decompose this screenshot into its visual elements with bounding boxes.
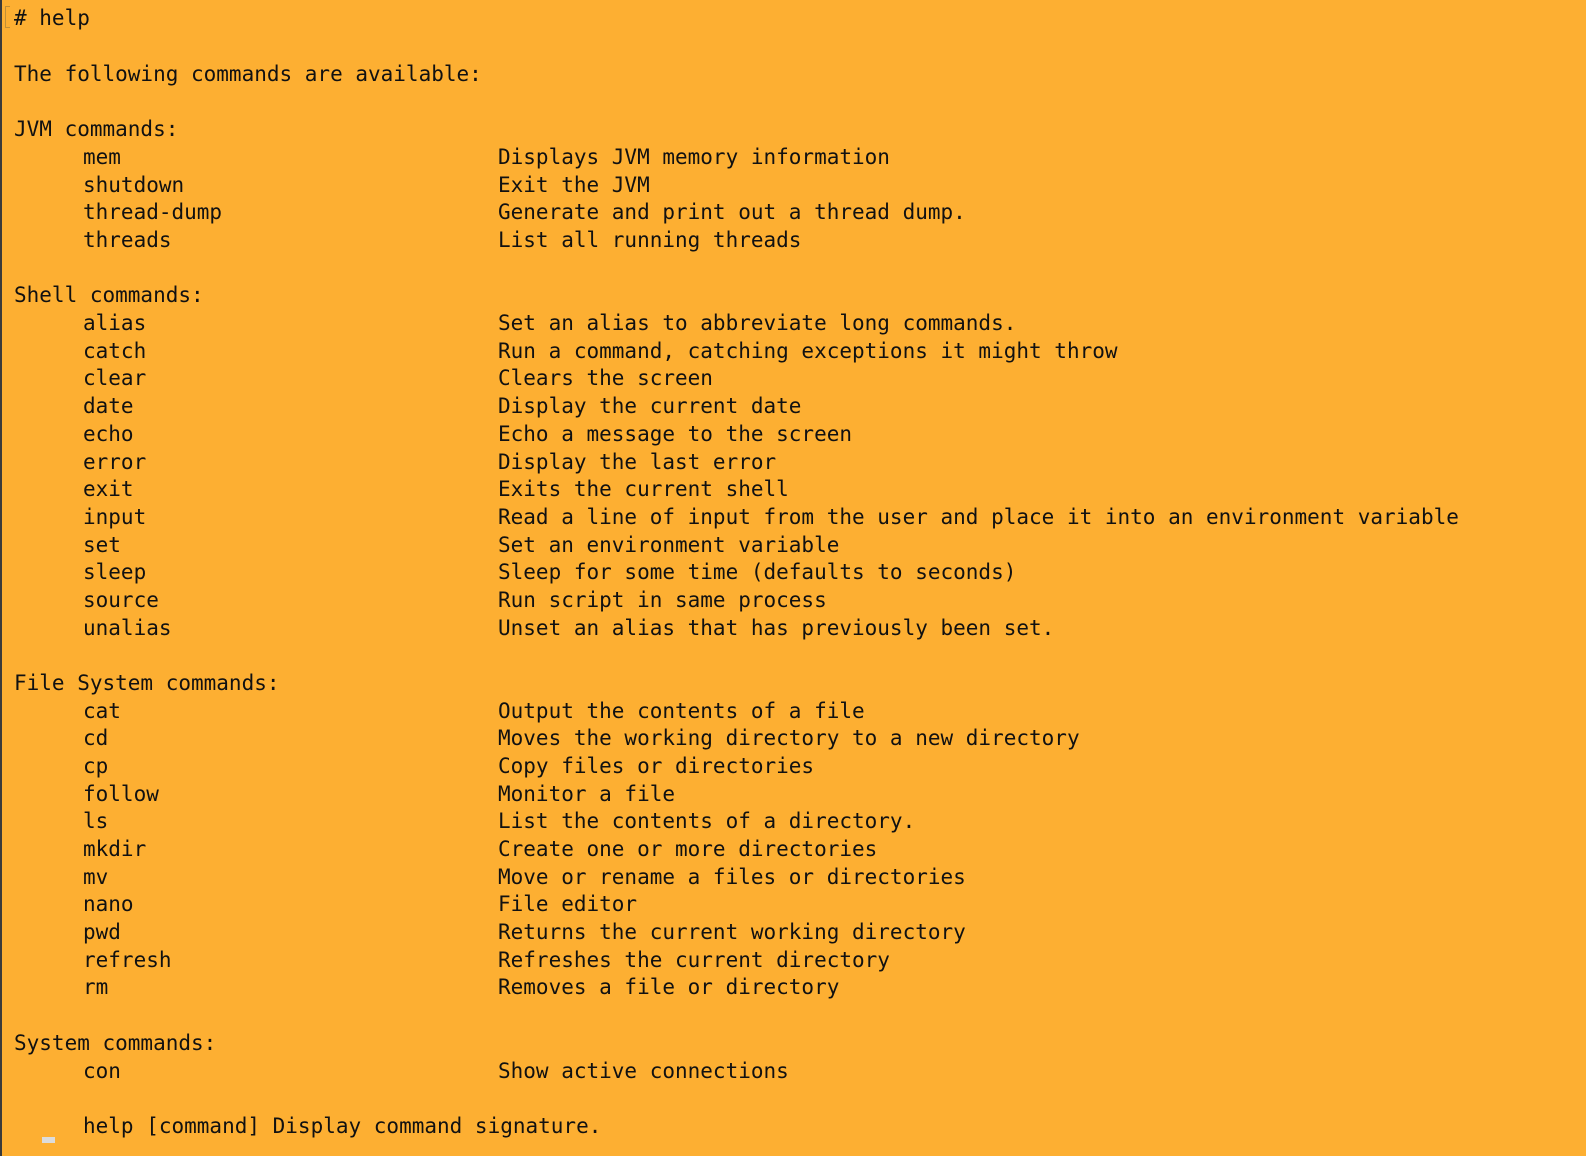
command-description: Move or rename a files or directories <box>498 865 966 889</box>
command-name: catch <box>83 339 147 363</box>
command-name: con <box>83 1059 121 1083</box>
command-description: Refreshes the current directory <box>498 948 890 972</box>
selection-bracket-mark <box>5 6 10 28</box>
command-description: Copy files or directories <box>498 754 815 778</box>
command-name: unalias <box>83 616 172 640</box>
command-description: Create one or more directories <box>498 837 878 861</box>
command-name: nano <box>83 892 134 916</box>
command-name: input <box>83 505 147 529</box>
command-name: pwd <box>83 920 121 944</box>
section-heading-file-system: File System commands: <box>14 671 280 695</box>
command-description: Exit the JVM <box>498 173 650 197</box>
command-name: error <box>83 450 147 474</box>
help-footer-text: help [command] Display command signature. <box>83 1114 602 1138</box>
command-name: mv <box>83 865 109 889</box>
command-name: thread-dump <box>83 200 223 224</box>
section-heading-shell: Shell commands: <box>14 283 204 307</box>
command-name: mkdir <box>83 837 147 861</box>
command-name: follow <box>83 782 159 806</box>
command-name: ls <box>83 809 109 833</box>
command-name: cat <box>83 699 121 723</box>
command-name: date <box>83 394 134 418</box>
command-description: Run a command, catching exceptions it might throw <box>498 339 1118 363</box>
command-description: Set an alias to abbreviate long commands. <box>498 311 1017 335</box>
text-cursor <box>42 1137 55 1143</box>
command-name: mem <box>83 145 121 169</box>
command-description: Returns the current working directory <box>498 920 966 944</box>
command-name: cd <box>83 726 109 750</box>
command-description: List all running threads <box>498 228 802 252</box>
command-name: sleep <box>83 560 147 584</box>
command-name: echo <box>83 422 134 446</box>
command-name: rm <box>83 975 109 999</box>
command-description: Moves the working directory to a new directory <box>498 726 1080 750</box>
command-description: Run script in same process <box>498 588 827 612</box>
command-description: Removes a file or directory <box>498 975 840 999</box>
command-description: File editor <box>498 892 638 916</box>
section-heading-system: System commands: <box>14 1031 217 1055</box>
command-name: set <box>83 533 121 557</box>
command-description: Displays JVM memory information <box>498 145 890 169</box>
command-name: source <box>83 588 159 612</box>
command-description: Unset an alias that has previously been set. <box>498 616 1055 640</box>
command-description: Output the contents of a file <box>498 699 865 723</box>
command-name: clear <box>83 366 147 390</box>
prompt-line: # help <box>14 6 90 30</box>
command-description: List the contents of a directory. <box>498 809 916 833</box>
command-name: exit <box>83 477 134 501</box>
command-description: Display the last error <box>498 450 777 474</box>
section-heading-jvm: JVM commands: <box>14 117 179 141</box>
command-description: Sleep for some time (defaults to seconds) <box>498 560 1017 584</box>
command-description: Display the current date <box>498 394 802 418</box>
command-description: Show active connections <box>498 1059 789 1083</box>
intro-text: The following commands are available: <box>14 62 482 86</box>
command-description: Echo a message to the screen <box>498 422 853 446</box>
command-description: Read a line of input from the user and place it into an environment variable <box>498 505 1459 529</box>
command-name: alias <box>83 311 147 335</box>
command-description: Set an environment variable <box>498 533 840 557</box>
command-name: cp <box>83 754 109 778</box>
command-name: refresh <box>83 948 172 972</box>
command-description: Generate and print out a thread dump. <box>498 200 966 224</box>
command-description: Monitor a file <box>498 782 676 806</box>
command-description: Clears the screen <box>498 366 713 390</box>
command-description: Exits the current shell <box>498 477 789 501</box>
command-name: shutdown <box>83 173 185 197</box>
command-name: threads <box>83 228 172 252</box>
